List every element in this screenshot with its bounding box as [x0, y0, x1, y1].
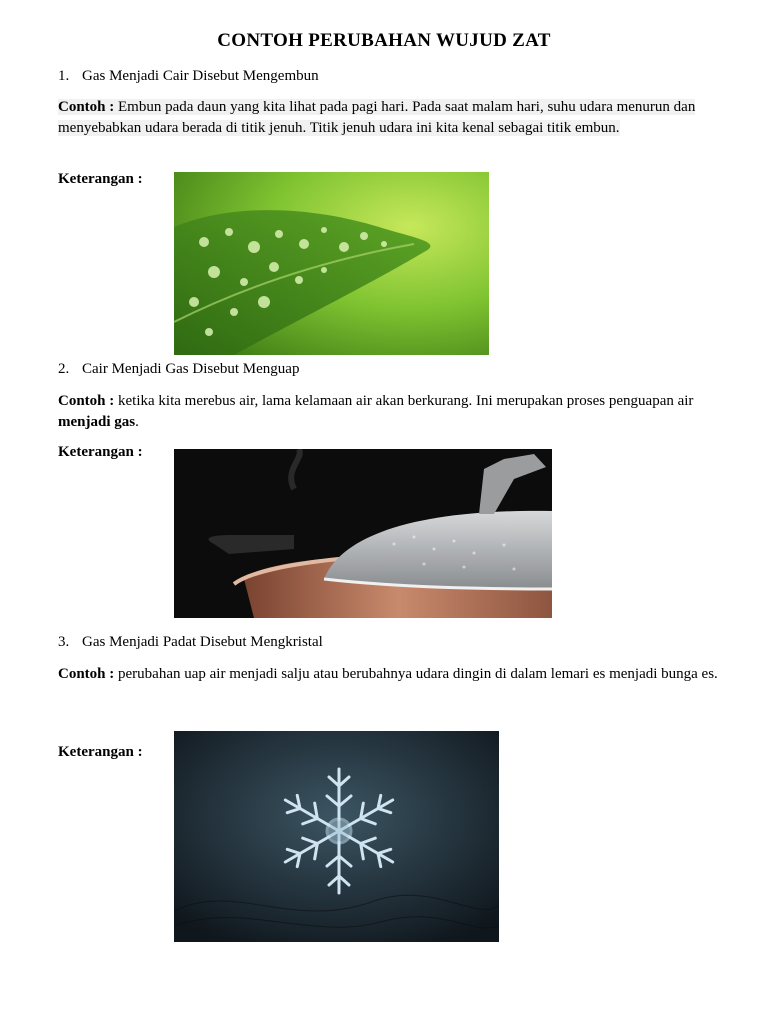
keterangan-label: Keterangan : [58, 444, 143, 460]
contoh-label: Contoh : [58, 99, 115, 115]
snowflake-image [174, 731, 499, 942]
keterangan-label: Keterangan : [58, 171, 143, 187]
section-1-example-text: Embun pada daun yang kita lihat pada pagi hari. Pada saat malam hari, suhu udara menurun dan menyebabkan udara berada di titik jenuh. Titik jenuh udara ini kita kenal sebagai titik embun. [58, 99, 696, 136]
section-3-number: 3. [58, 634, 70, 650]
section-3-heading-text: Gas Menjadi Padat Disebut Mengkristal [82, 634, 323, 650]
section-3-example [58, 664, 718, 685]
section-2-example-text: ketika kita merebus air, lama kelamaan air akan berkurang. Ini merupakan proses penguapan air [118, 393, 694, 409]
section-1-example [58, 97, 718, 139]
dew-leaf-image [174, 172, 489, 355]
section-1-heading-text: Gas Menjadi Cair Disebut Mengembun [82, 68, 319, 84]
page-title: CONTOH PERUBAHAN WUJUD ZAT [217, 30, 551, 51]
section-2-heading-text: Cair Menjadi Gas Disebut Menguap [82, 361, 300, 377]
boiling-pot-image [174, 449, 552, 618]
section-2-number: 2. [58, 361, 70, 377]
keterangan-label: Keterangan : [58, 744, 143, 760]
section-2-example-bold: menjadi gas [58, 414, 136, 430]
section-3-heading [58, 634, 323, 651]
section-2-heading [58, 361, 299, 378]
section-3-example-text: perubahan uap air menjadi salju atau berubahnya udara dingin di dalam lemari es menjadi bunga es. [118, 666, 718, 682]
contoh-label: Contoh : [58, 666, 115, 682]
section-1-number: 1. [58, 68, 70, 84]
contoh-label: Contoh : [58, 393, 115, 409]
section-2-example [58, 391, 718, 433]
section-2-example-end: . [135, 414, 139, 430]
section-1-heading [58, 68, 319, 85]
